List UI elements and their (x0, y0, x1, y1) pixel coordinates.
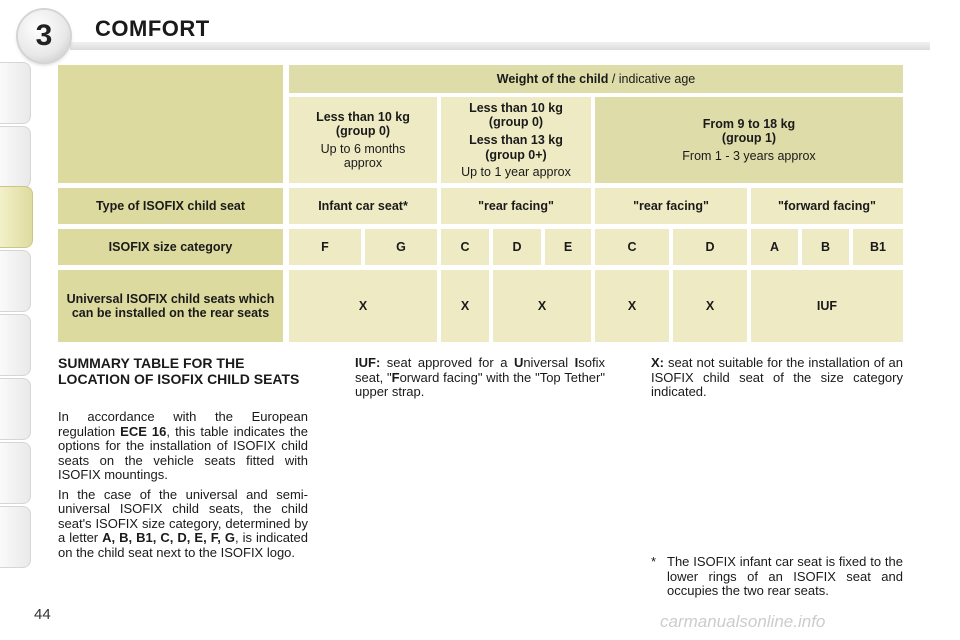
iuf-label: IUF: (355, 355, 381, 370)
group-0-age: Up to 6 months approx (320, 141, 406, 170)
size-b1: B1 (853, 229, 903, 265)
weight-header-bold: Weight of the child (496, 71, 609, 86)
chapter-tab-6 (0, 378, 31, 440)
type-forward-facing: "forward facing" (751, 188, 903, 224)
universal-row-label: Universal ISOFIX child seats which can be installed on the rear seats (58, 270, 283, 342)
group-0plus-label-b: (group 0+) (485, 147, 547, 162)
type-infant: Infant car seat* (289, 188, 437, 224)
page-number: 44 (34, 606, 51, 623)
size-c-a: C (441, 229, 489, 265)
summary-paragraph-2: In the case of the universal and semi-universal ISOFIX child seats, the child seat's ISOFIX size category, determined by a letter A, B, B1, C, D, E, F, G, is indicated on the child seat next to the ISOFIX logo. (58, 486, 309, 560)
universal-infant: X (289, 270, 437, 342)
summary-heading: SUMMARY TABLE FOR THE LOCATION OF ISOFIX CHILD SEATS (58, 355, 300, 388)
size-c-b: C (595, 229, 669, 265)
group-0plus-cell (441, 97, 591, 183)
group-0plus-age: Up to 1 year approx (461, 165, 571, 180)
weight-header (289, 65, 903, 93)
group-1-age: From 1 - 3 years approx (682, 148, 816, 163)
x-label: X: (651, 355, 664, 370)
size-d-b: D (673, 229, 747, 265)
chapter-number-badge: 3 (18, 10, 70, 62)
chapter-tab-4 (0, 250, 31, 312)
group-0plus-weight-a: Less than 10 kg (469, 100, 563, 115)
iuf-legend: IUF: seat approved for a Universal Isofix seat, "Forward facing" with the "Top Tether" upper strap. (355, 355, 605, 400)
universal-rear-c: X (595, 270, 669, 342)
group-0-cell (289, 97, 437, 183)
size-f: F (289, 229, 361, 265)
chapter-tab-7 (0, 442, 31, 504)
chapter-tab-strip (0, 62, 34, 582)
chapter-tab-3-active (0, 186, 33, 248)
x-legend: X: seat not suitable for the installation of an ISOFIX child seat of the size category indicated. (651, 355, 903, 400)
type-rear-facing-0plus: "rear facing" (441, 188, 591, 224)
summary-text (58, 410, 308, 565)
footnote (651, 555, 903, 599)
group-0plus-label-a: (group 0) (488, 114, 544, 129)
header-bar (70, 42, 930, 50)
group-0plus-weight-b: Less than 13 kg (469, 133, 563, 148)
group-1-label: (group 1) (721, 131, 777, 146)
chapter-tab-5 (0, 314, 31, 376)
footnote-text: The ISOFIX infant car seat is fixed to the lower rings of an ISOFIX seat and occupies the two rear seats. (667, 554, 903, 599)
group-0-label: (group 0) (335, 124, 391, 139)
universal-c: X (441, 270, 489, 342)
chapter-tab-2 (0, 126, 31, 188)
weight-header-rest: / indicative age (608, 71, 696, 86)
size-b: B (802, 229, 849, 265)
group-1-weight: From 9 to 18 kg (702, 116, 796, 131)
group-1-cell (595, 97, 903, 183)
watermark: carmanualsonline.info (660, 612, 826, 631)
type-row-label: Type of ISOFIX child seat (58, 188, 283, 224)
table-corner-cell (58, 65, 283, 183)
size-d-a: D (493, 229, 541, 265)
size-e: E (545, 229, 591, 265)
chapter-title: COMFORT (95, 16, 210, 41)
size-a: A (751, 229, 798, 265)
footnote-mark: * (651, 554, 657, 569)
chapter-tab-8 (0, 506, 31, 568)
type-rear-facing-1: "rear facing" (595, 188, 747, 224)
universal-rear-d: X (673, 270, 747, 342)
universal-d-e: X (493, 270, 591, 342)
size-g: G (365, 229, 437, 265)
group-0-weight: Less than 10 kg (316, 109, 410, 124)
universal-forward: IUF (751, 270, 903, 342)
size-row-label: ISOFIX size category (58, 229, 283, 265)
chapter-tab-1 (0, 62, 31, 124)
summary-paragraph-1: In accordance with the European regulation ECE 16, this table indicates the options for the installation of ISOFIX child seats on the vehicle seats fitted with ISOFIX mountings. (58, 409, 309, 483)
